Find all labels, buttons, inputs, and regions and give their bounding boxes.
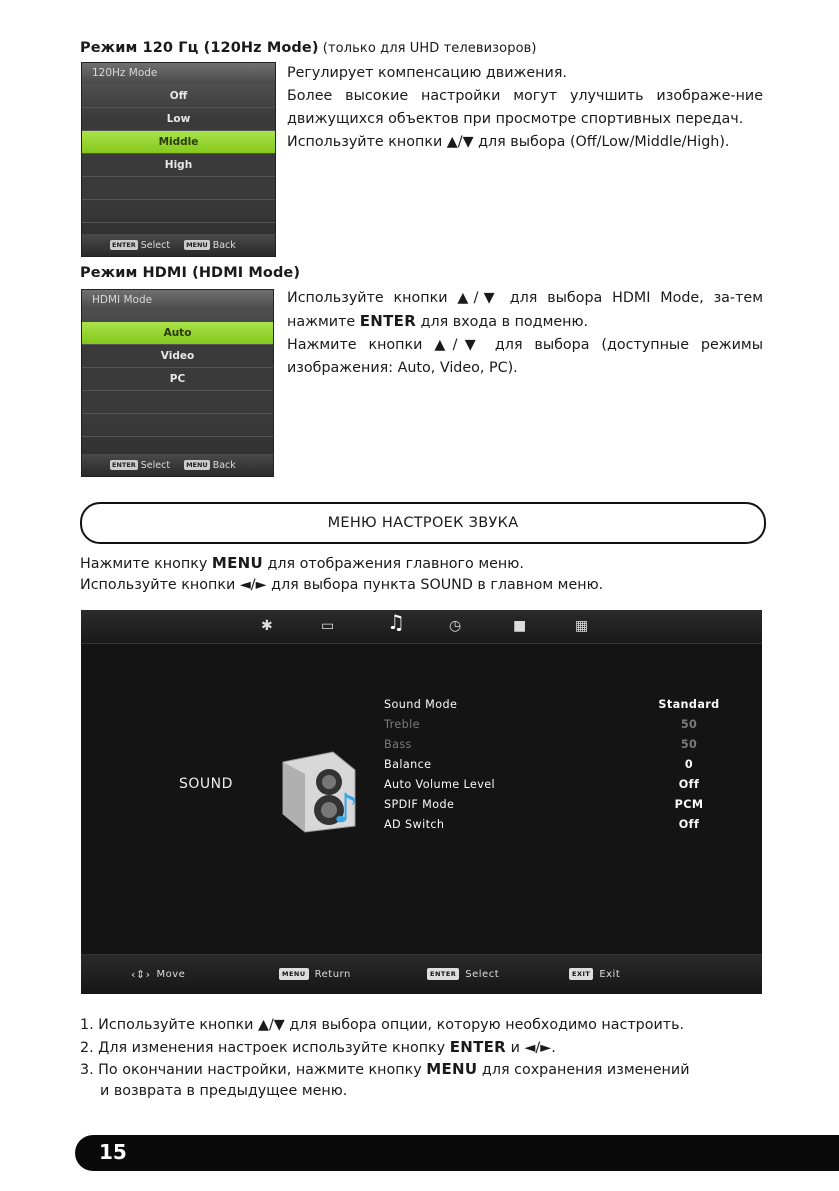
help-exit: EXIT Exit (569, 968, 620, 980)
menu-item-selected: Middle (82, 131, 275, 154)
clock-icon: ◷ (449, 618, 462, 634)
setting-value: Off (678, 778, 700, 791)
setting-value: 50 (680, 718, 698, 731)
footer-select: ENTER Select (112, 459, 171, 471)
menu-empty-row (82, 177, 275, 200)
setting-label: Sound Mode (384, 698, 458, 711)
sound-setting-row[interactable] (384, 798, 744, 818)
music-note-icon: ♫ (387, 610, 405, 634)
desc-line: Регулирует компенсацию движения. (287, 65, 567, 81)
lock-icon: ■ (513, 618, 527, 634)
svg-text:♪: ♪ (333, 786, 359, 832)
setting-label: Auto Volume Level (384, 778, 496, 791)
help-select: ENTER Select (427, 968, 499, 980)
heading-note: (только для UHD телевизоров) (318, 41, 537, 56)
footer-back: MENU Back (186, 239, 236, 251)
menu-title: HDMI Mode (82, 290, 273, 310)
monitor-icon: ▭ (321, 618, 335, 634)
sound-setting-row[interactable] (384, 818, 744, 838)
desc-line: Используйте кнопки ▲/▼ для выбора HDMI Mode, за-тем нажмите ENTER для входа в подменю. (287, 290, 763, 330)
help-move: ‹⇕› Move (131, 968, 186, 981)
setting-label: SPDIF Mode (384, 798, 455, 811)
help-return: MENU Return (279, 968, 351, 980)
apps-icon: ▦ (575, 618, 589, 634)
setting-label: Treble (384, 718, 420, 731)
step-2: 2. Для изменения настроек используйте кнопку ENTER и ◄/►. (80, 1038, 556, 1056)
sound-setting-row[interactable] (384, 718, 744, 738)
dpad-icon: ‹⇕› (131, 968, 151, 981)
step-3: 3. По окончании настройки, нажмите кнопку MENU для сохранения изменений (80, 1060, 690, 1078)
setting-value: 50 (680, 738, 698, 751)
sound-setting-row[interactable] (384, 778, 744, 798)
menu-footer (82, 454, 273, 476)
step-3-continued: и возврата в предыдущее меню. (100, 1083, 348, 1099)
menu-item: Off (82, 85, 275, 108)
settings-icon: ✱ (261, 618, 273, 634)
sound-setting-row[interactable] (384, 738, 744, 758)
page-number-bar (75, 1135, 839, 1171)
section-label: SOUND (179, 776, 233, 792)
menu-items (82, 85, 275, 223)
intro-line-1: Нажмите кнопку MENU для отображения главного меню. (80, 554, 524, 572)
section-120hz-heading (80, 40, 537, 56)
sound-menu-heading-text: МЕНЮ НАСТРОЕК ЗВУКА (327, 515, 519, 531)
speaker-icon (271, 744, 366, 834)
intro-line-2: Используйте кнопки ◄/► для выбора пункта SOUND в главном меню. (80, 577, 604, 593)
sound-setting-row[interactable] (384, 758, 744, 778)
footer-select: ENTER Select (112, 239, 171, 251)
setting-label: Bass (384, 738, 412, 751)
desc-line: Нажмите кнопки ▲/▼ для выбора (доступные режимы изображения: Auto, Video, PC). (287, 337, 763, 376)
menu-help-bar (81, 954, 762, 994)
menu-empty-row (82, 414, 273, 437)
menu-item-selected: Auto (82, 322, 273, 345)
section-hdmi-heading: Режим HDMI (HDMI Mode) (80, 265, 301, 281)
sound-setting-row[interactable] (384, 698, 744, 718)
menu-item: PC (82, 368, 273, 391)
setting-value: Standard (658, 698, 720, 711)
menu-120hz-screenshot (81, 62, 276, 257)
page-number: 15 (99, 1140, 127, 1164)
setting-label: Balance (384, 758, 432, 771)
sound-menu-heading (80, 502, 766, 544)
menu-item: Low (82, 108, 275, 131)
setting-value: 0 (684, 758, 694, 771)
step-1: 1. Используйте кнопки ▲/▼ для выбора опции, которую необходимо настроить. (80, 1017, 685, 1033)
menu-item: Video (82, 345, 273, 368)
menu-tab-bar (81, 610, 762, 644)
menu-empty-row (82, 200, 275, 223)
section-120hz-description (287, 62, 763, 154)
setting-value: PCM (674, 798, 704, 811)
desc-line: Используйте кнопки ▲/▼ для выбора (Off/Low/Middle/High). (287, 134, 730, 150)
menu-items (82, 322, 273, 460)
menu-empty-row (82, 391, 273, 414)
tv-sound-menu-screenshot (81, 610, 762, 994)
menu-hdmi-screenshot (81, 289, 274, 477)
menu-item: High (82, 154, 275, 177)
setting-label: AD Switch (384, 818, 445, 831)
heading-text: Режим 120 Гц (120Hz Mode) (80, 40, 319, 56)
section-hdmi-description (287, 287, 763, 380)
footer-back: MENU Back (186, 459, 236, 471)
desc-line: Более высокие настройки могут улучшить изображе-ние движущихся объектов при просмотре спортивных передач. (287, 88, 763, 127)
menu-footer (82, 234, 275, 256)
menu-title: 120Hz Mode (82, 63, 275, 83)
setting-value: Off (678, 818, 700, 831)
